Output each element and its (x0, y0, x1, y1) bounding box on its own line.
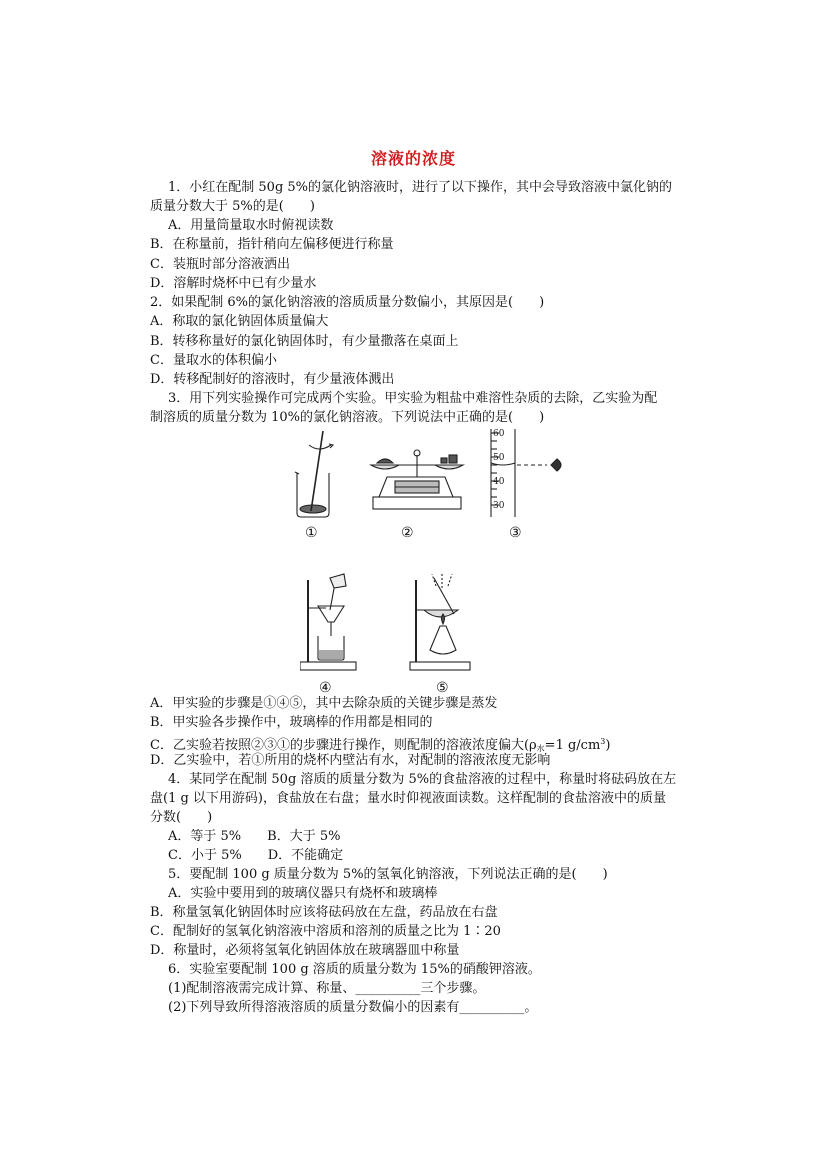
q3-stem-line2: 制溶质的质量分数为 10%的氯化钠溶液。下列说法中正确的是( ) (150, 410, 545, 425)
q5-option-b: B．称量氢氧化钠固体时应该将砝码放在左盘，药品放在右盘 (150, 905, 498, 920)
q1-option-b: B．在称量前，指针稍向左偏移便进行称量 (150, 237, 394, 252)
q4-options-ab: A．等于 5% B．大于 5% (168, 829, 341, 844)
apparatus-figure-row1 (285, 425, 575, 545)
q3-option-b: B．甲实验各步操作中，玻璃棒的作用都是相同的 (150, 715, 433, 730)
q2-option-d: D．转移配制好的溶液时，有少量液体溅出 (150, 372, 395, 387)
q1-option-a: A．用量筒量取水时俯视读数 (168, 218, 334, 233)
page-title: 溶液的浓度 (370, 149, 456, 168)
figure-label-5: ⑤ (436, 680, 449, 695)
tick-label: 50 (493, 453, 505, 463)
figure-label-3: ③ (509, 525, 522, 541)
tick-label: 60 (493, 429, 505, 439)
q4-stem-line3: 分数( ) (150, 810, 213, 825)
q4-stem-line1: 4．某同学在配制 50g 溶质的质量分数为 5%的食盐溶液的过程中，称量时将砝码放在左 (168, 772, 677, 787)
q2-option-b: B．转移称量好的氯化钠固体时，有少量撒落在桌面上 (150, 334, 459, 349)
q1-stem-line1: 1．小红在配制 50g 5%的氯化钠溶液时，进行了以下操作，其中会导致溶液中氯化钠的 (168, 180, 673, 195)
q2-option-c: C．量取水的体积偏小 (150, 353, 277, 368)
figure-label-2: ② (401, 525, 414, 541)
figure-label-4: ④ (319, 680, 332, 695)
tick-label: 40 (493, 477, 505, 487)
q1-option-d: D．溶解时烧杯中已有少量水 (150, 276, 317, 291)
q3-option-c-text: C．乙实验若按照②③①的步骤进行操作，则配制的溶液浓度偏大(ρ (150, 738, 537, 753)
beaker-stirring-icon (295, 431, 333, 517)
q1-stem-line2: 质量分数大于 5%的是( ) (150, 199, 315, 214)
q5-option-c: C．配制好的氢氧化钠溶液中溶质和溶剂的质量之比为 1∶20 (150, 924, 501, 939)
q2-option-a: A．称取的氯化钠固体质量偏大 (150, 314, 329, 329)
q3-option-c-close: ) (605, 738, 611, 753)
q4-options-cd: C．小于 5% D．不能确定 (168, 848, 344, 863)
q5-option-d: D．称量时，必须将氢氧化钠固体放在玻璃器皿中称量 (150, 943, 460, 958)
q3-option-c-density: =1 g/cm (544, 738, 601, 753)
q5-option-a: A．实验中要用到的玻璃仪器只有烧杯和玻璃棒 (168, 886, 438, 901)
q3-option-d: D．乙实验中，若①所用的烧杯内壁沾有水，对配制的溶液浓度无影响 (150, 753, 551, 768)
q6-part1: (1)配制溶液需完成计算、称量、__________三个步骤。 (168, 981, 486, 996)
q6-stem: 6．实验室要配制 100 g 溶质的质量分数为 15%的硝酸钾溶液。 (168, 962, 541, 977)
figure-label-1: ① (305, 525, 318, 541)
q4-stem-line2: 盘(1 g 以下用游码)，食盐放在右盘；量水时仰视液面读数。这样配制的食盐溶液中的质量 (150, 791, 667, 806)
apparatus-figure-row2 (300, 570, 490, 695)
q5-stem: 5．要配制 100 g 质量分数为 5%的氢氧化钠溶液，下列说法正确的是( ) (168, 867, 608, 882)
q1-option-c: C．装瓶时部分溶液洒出 (150, 257, 290, 272)
evaporation-apparatus-icon (410, 572, 470, 670)
q6-part2: (2)下列导致所得溶液溶质的质量分数偏小的因素有__________。 (168, 1000, 538, 1015)
tick-label: 30 (493, 501, 505, 511)
q3-stem-line1: 3．用下列实验操作可完成两个实验。甲实验为粗盐中难溶性杂质的去除，乙实验为配 (168, 391, 658, 406)
rho-water-subscript: 水 (536, 744, 545, 753)
balance-scale-icon (371, 450, 463, 509)
q2-stem: 2．如果配制 6%的氯化钠溶液的溶质质量分数偏小，其原因是( ) (150, 295, 545, 310)
filtration-apparatus-icon (300, 574, 356, 670)
cm3-superscript: 3 (600, 737, 606, 746)
q3-option-a: A．甲实验的步骤是①④⑤，其中去除杂质的关键步骤是蒸发 (150, 696, 498, 711)
